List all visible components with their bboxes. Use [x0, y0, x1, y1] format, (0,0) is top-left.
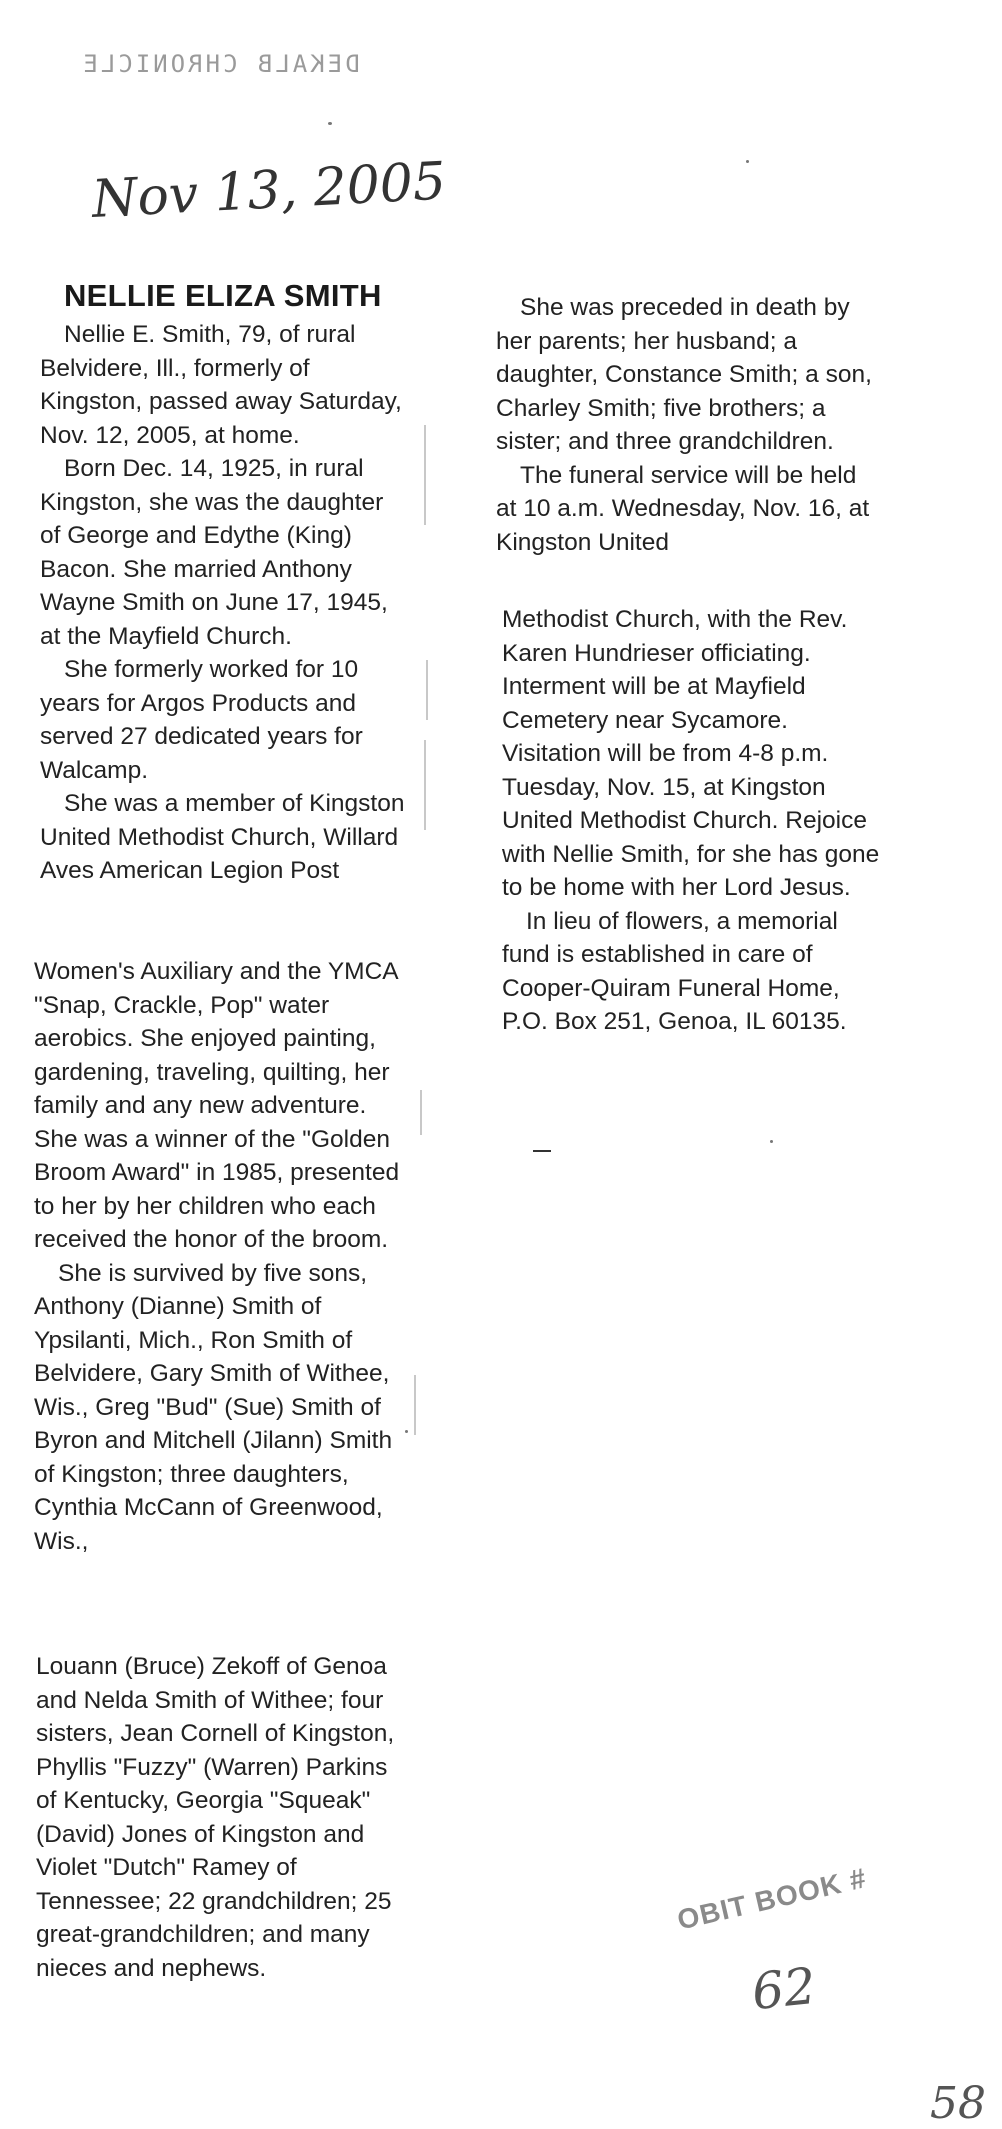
column-1-segment-b	[34, 955, 406, 1558]
handwritten-date: Nov 13, 2005	[90, 151, 448, 230]
paragraph-member: She was a member of Kingston United Methodist Church, Willard Aves American Legion Post	[40, 790, 405, 884]
paragraph-funeral-cont: Methodist Church, with the Rev. Karen Hundrieser officiating. Interment will be at Mayfield Cemetery near Sycamore. Visitation will be from 4-8 p.m. Tuesday, Nov. 15, at Kingston United Methodist Church. Rejoice with Nellie Smith, for she has gone to be home with her Lord Jesus.	[502, 606, 880, 901]
ink-speck	[746, 160, 749, 163]
ink-speck	[328, 122, 332, 125]
paragraph-survivors-cont: Louann (Bruce) Zekoff of Genoa and Nelda Smith of Withee; four sisters, Jean Cornell of Kingston, Phyllis "Fuzzy" (Warren) Parkins of Kentucky, Georgia "Squeak" (David) Jones of Kingston and Violet "Dutch" Ramey of Tennessee; 22 grandchildren; 25 great-grandchildren; and many nieces and nephews.	[36, 1653, 395, 1982]
ink-speck	[405, 1430, 408, 1433]
corner-mark: 58	[930, 2078, 986, 2129]
obituary-title: NELLIE ELIZA SMITH	[64, 278, 382, 313]
column-1-segment-c	[36, 1650, 406, 1985]
paragraph-memorial: In lieu of flowers, a memorial fund is established in care of Cooper-Quiram Funeral Home, P.O. Box 251, Genoa, IL 60135.	[502, 907, 847, 1035]
obit-book-stamp: OBIT BOOK #	[674, 1861, 870, 1936]
column-2-segment-a	[496, 291, 876, 559]
ink-speck	[770, 1140, 773, 1143]
paragraph-work: She formerly worked for 10 years for Argos Products and served 27 dedicated years for Walcamp.	[40, 656, 363, 784]
paragraph-member-cont: Women's Auxiliary and the YMCA "Snap, Crackle, Pop" water aerobics. She enjoyed painting, gardening, traveling, quilting, her family and any new adventure. She was a winner of the "Golden Broom Award" in 1985, presented to her by her children who each received the honor of the broom.	[34, 958, 400, 1253]
column-rule	[424, 425, 426, 525]
column-rule	[420, 1090, 422, 1135]
paragraph-survivors: She is survived by five sons, Anthony (Dianne) Smith of Ypsilanti, Mich., Ron Smith of Belvidere, Gary Smith of Withee, Wis., Greg "Bud" (Sue) Smith of Byron and Mitchell (Jilann) Smith of Kingston; three daughters, Cynthia McCann of Greenwood, Wis.,	[34, 1259, 393, 1555]
paragraph-intro: Nellie E. Smith, 79, of rural Belvidere, Ill., formerly of Kingston, passed away Saturday, Nov. 12, 2005, at home.	[40, 321, 402, 449]
obit-book-number: 62	[749, 1956, 819, 2022]
end-dash	[533, 1150, 551, 1152]
column-1-segment-a	[40, 318, 408, 888]
column-2-segment-b	[502, 603, 882, 1039]
paper-stamp: DEKALB CHRONICLE	[80, 50, 360, 78]
paragraph-birth: Born Dec. 14, 1925, in rural Kingston, she was the daughter of George and Edythe (King) Bacon. She married Anthony Wayne Smith on June 17, 1945, at the Mayfield Church.	[40, 455, 388, 650]
paragraph-funeral: The funeral service will be held at 10 a.m. Wednesday, Nov. 16, at Kingston United	[496, 461, 870, 556]
paragraph-preceded: She was preceded in death by her parents; her husband; a daughter, Constance Smith; a son, Charley Smith; five brothers; a sister; and three grandchildren.	[496, 294, 872, 455]
column-rule	[426, 660, 428, 720]
column-rule	[424, 740, 426, 830]
column-rule	[414, 1375, 416, 1435]
